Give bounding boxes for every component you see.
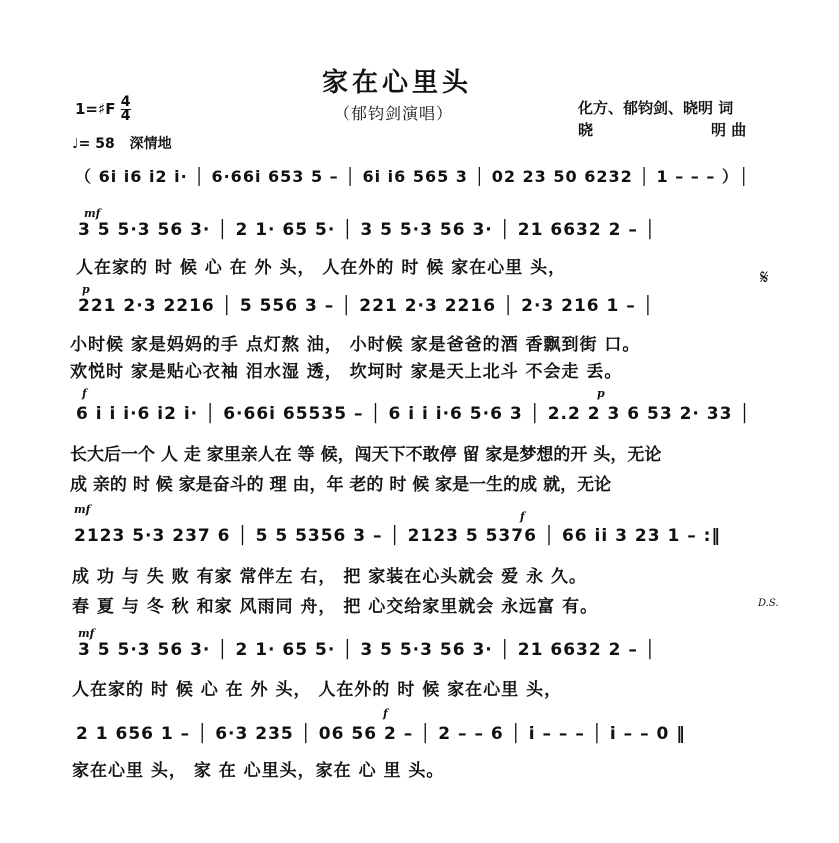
lyric-line-verse-1: 长大后一个 人 走 家里亲人在 等 候，闯天下不敢停 留 家是梦想的开 头，无论 [70, 445, 662, 465]
time-signature [121, 96, 131, 123]
notation-system-5: 3 5 5·3 56 3· │ 2 1· 65 5· │ 3 5 5·3 56 3· │ 21 6632 2 – │ [78, 640, 657, 660]
composer-credit-left: 晓 [578, 121, 594, 139]
key-label: 1=♯F [75, 100, 116, 118]
lyric-line: 人在家的 时 候 心 在 外 头， 人在外的 时 候 家在心里 头， [72, 680, 563, 700]
dal-segno-marking: D.S. [758, 598, 779, 609]
tempo-marking [72, 133, 172, 153]
dynamic-marking: mf [78, 627, 95, 640]
time-sig-denominator: 4 [120, 108, 131, 124]
lyric-line: 家在心里 头， 家 在 心里头，家在 心 里 头。 [72, 761, 445, 781]
key-signature [75, 96, 131, 123]
performer-subtitle: （郁钧剑演唱） [334, 104, 454, 123]
lyric-line-verse-2: 欢悦时 家是贴心衣袖 泪水湿 透， 坎坷时 家是天上北斗 不会走 丢。 [70, 362, 623, 382]
notation-system-intro: （ 6i i6 i2 i· │ 6·66i 653 5 – │ 6i i6 565 3 │ 02 23 50 6232 │ 1 – – – ）│ [75, 167, 750, 186]
lyricist-credit: 化方、郁钧剑、晓明 词 [578, 99, 734, 117]
notation-system-6: 2 1 656 1 – │ 6·3 235 │ 06 56 2 – │ 2 – – 6 │ i – – – │ i – – 0 ‖ [76, 724, 686, 744]
notation-system-1: 3 5 5·3 56 3· │ 2 1· 65 5· │ 3 5 5·3 56 3· │ 21 6632 2 – │ [78, 220, 657, 240]
tempo-value: ♩= 58 [72, 136, 115, 152]
dynamic-marking: mf [84, 207, 101, 220]
notation-system-2: 221 2·3 2216 │ 5 556 3 – │ 221 2·3 2216 │ 2·3 216 1 – │ [78, 296, 654, 316]
dynamic-marking: f [82, 387, 87, 400]
composer-credit-right: 明 曲 [711, 121, 747, 139]
lyric-line-verse-2: 成 亲的 时 候 家是奋斗的 理 由，年 老的 时 候 家是一生的成 就，无论 [70, 475, 612, 495]
segno-icon: 𝄋 [760, 265, 769, 289]
lyric-line-verse-1: 成 功 与 失 败 有家 常伴左 右， 把 家装在心头就会 爱 永 久。 [72, 567, 588, 587]
dynamic-marking-mid: f [383, 707, 388, 720]
expression-marking: 深情地 [129, 136, 172, 152]
dynamic-marking: mf [74, 503, 91, 516]
dynamic-marking-mid: p [597, 387, 605, 400]
time-sig-numerator: 4 [120, 94, 131, 110]
lyric-line-verse-1: 小时候 家是妈妈的手 点灯熬 油， 小时候 家是爸爸的酒 香飘到街 口。 [70, 335, 641, 355]
dynamic-marking-mid: f [520, 510, 525, 523]
lyric-line: 人在家的 时 候 心 在 外 头， 人在外的 时 候 家在心里 头， [76, 258, 567, 278]
lyric-line-verse-2: 春 夏 与 冬 秋 和家 风雨同 舟， 把 心交给家里就会 永远富 有。 [72, 597, 599, 617]
notation-system-3: 6 i i i·6 i2 i· │ 6·66i 65535 – │ 6 i i i·6 5·6 3 │ 2.2 2 3 6 53 2· 33 │ [76, 404, 751, 424]
dynamic-marking: p [82, 283, 90, 296]
notation-system-4: 2123 5·3 237 6 │ 5 5 5356 3 – │ 2123 5 5376 │ 66 ii 3 23 1 – :‖ [74, 526, 721, 546]
song-title: 家在心里头 [322, 68, 473, 98]
